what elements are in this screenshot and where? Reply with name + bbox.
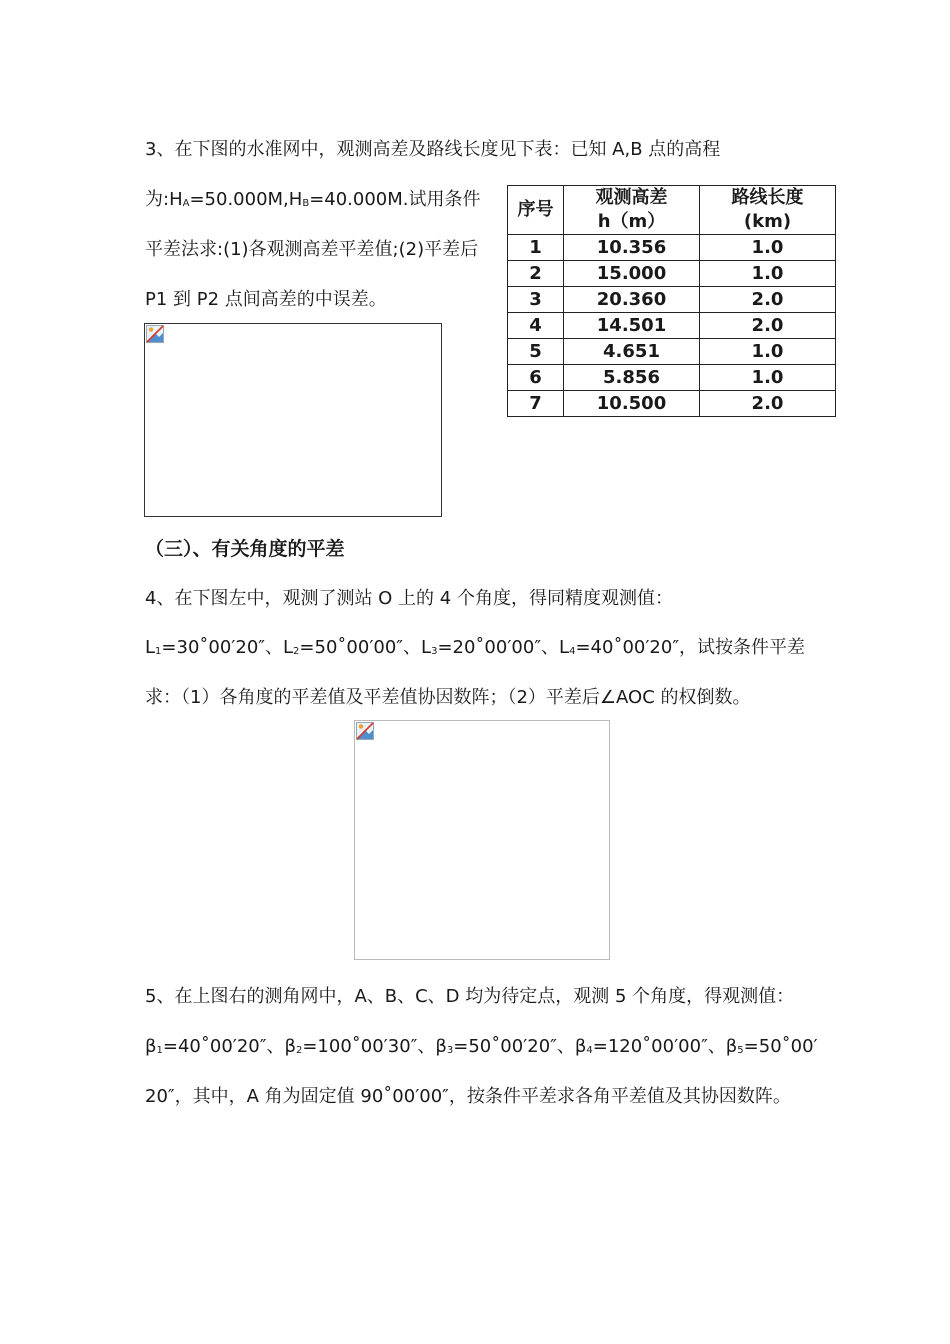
- subscript-b: B: [302, 198, 310, 209]
- header-height-diff-line2: h（m）: [597, 211, 666, 232]
- cell-route-length: 2.0: [700, 391, 836, 417]
- table-header-row: [508, 186, 836, 235]
- header-route-length-line1: 路线长度: [731, 187, 804, 208]
- header-index: 序号: [508, 186, 564, 235]
- table-row: [508, 339, 836, 365]
- problem5-line1: 5、在上图右的测角网中，A、B、C、D 均为待定点，观测 5 个角度，得观测值：: [145, 986, 795, 1007]
- cell-route-length: 1.0: [700, 339, 836, 365]
- cell-route-length: 2.0: [700, 313, 836, 339]
- table-row: [508, 287, 836, 313]
- problem5-line2: [145, 1035, 818, 1063]
- subscript: 2: [295, 1045, 303, 1056]
- cell-height-diff: 20.360: [564, 287, 700, 313]
- cell-index: 6: [508, 365, 564, 391]
- text-segment: =40˚00′20″、β: [162, 1036, 296, 1057]
- cell-index: 2: [508, 261, 564, 287]
- cell-route-length: 1.0: [700, 365, 836, 391]
- table-row: [508, 365, 836, 391]
- text-segment: =20˚00′00″、L: [437, 637, 570, 658]
- cell-height-diff: 14.501: [564, 313, 700, 339]
- text-segment: =30˚00′20″、L: [161, 637, 294, 658]
- problem5-line3: 20″，其中，A 角为固定值 90˚00′00″，按条件平差求各角平差值及其协因数阵。: [145, 1086, 791, 1107]
- cell-height-diff: 10.500: [564, 391, 700, 417]
- table-row: [508, 391, 836, 417]
- cell-height-diff: 5.856: [564, 365, 700, 391]
- problem4-line1: 4、在下图左中，观测了测站 O 上的 4 个角度，得同精度观测值：: [145, 588, 673, 609]
- observation-table: [507, 185, 836, 417]
- leveling-network-image: [144, 323, 442, 517]
- text-segment: =120˚00′00″、β: [592, 1036, 738, 1057]
- text-segment: =40.000M.试用条件: [309, 189, 481, 210]
- problem3-line1: 3、在下图的水准网中，观测高差及路线长度见下表：已知 A,B 点的高程: [145, 139, 721, 160]
- cell-index: 3: [508, 287, 564, 313]
- subscript: 5: [737, 1045, 744, 1056]
- header-route-length: [700, 186, 836, 235]
- cell-height-diff: 10.356: [564, 235, 700, 261]
- subscript-a: A: [182, 198, 190, 209]
- text-segment: L: [145, 637, 156, 658]
- cell-route-length: 2.0: [700, 287, 836, 313]
- problem4-line2: [145, 636, 805, 664]
- problem3-line2: [145, 188, 481, 216]
- subscript: 1: [155, 646, 162, 657]
- text-segment: =100˚00′30″、β: [302, 1036, 447, 1057]
- text-segment: β: [145, 1036, 157, 1057]
- table-row: [508, 235, 836, 261]
- cell-index: 4: [508, 313, 564, 339]
- text-segment: =40˚00′20″，试按条件平差: [575, 637, 806, 658]
- text-segment: =50.000M,H: [189, 189, 303, 210]
- header-route-length-line2: (km): [743, 211, 792, 232]
- cell-index: 7: [508, 391, 564, 417]
- subscript: 4: [569, 646, 576, 657]
- subscript: 1: [156, 1045, 163, 1056]
- table-row: [508, 313, 836, 339]
- angle-network-image: [354, 720, 610, 960]
- cell-height-diff: 15.000: [564, 261, 700, 287]
- cell-route-length: 1.0: [700, 235, 836, 261]
- text-segment: =50˚00′: [743, 1036, 818, 1057]
- broken-image-icon: [356, 722, 374, 740]
- text-segment: =50˚00′00″、L: [299, 637, 432, 658]
- broken-image-icon: [146, 325, 164, 343]
- text-segment: 为:H: [145, 189, 183, 210]
- problem4-line3: 求：（1）各角度的平差值及平差值协因数阵；（2）平差后∠AOC 的权倒数。: [145, 687, 751, 708]
- subscript: 4: [586, 1045, 593, 1056]
- text-segment: =50˚00′20″、β: [453, 1036, 587, 1057]
- problem3-line4: P1 到 P2 点间高差的中误差。: [145, 289, 387, 310]
- cell-index: 1: [508, 235, 564, 261]
- section-heading: （三）、有关角度的平差: [145, 538, 345, 560]
- table-row: [508, 261, 836, 287]
- subscript: 2: [293, 646, 300, 657]
- subscript: 3: [431, 646, 438, 657]
- cell-route-length: 1.0: [700, 261, 836, 287]
- cell-index: 5: [508, 339, 564, 365]
- subscript: 3: [446, 1045, 454, 1056]
- header-height-diff-line1: 观测高差: [595, 187, 668, 208]
- header-height-diff: [564, 186, 700, 235]
- problem3-line3: 平差法求:(1)各观测高差平差值;(2)平差后: [145, 239, 479, 260]
- cell-height-diff: 4.651: [564, 339, 700, 365]
